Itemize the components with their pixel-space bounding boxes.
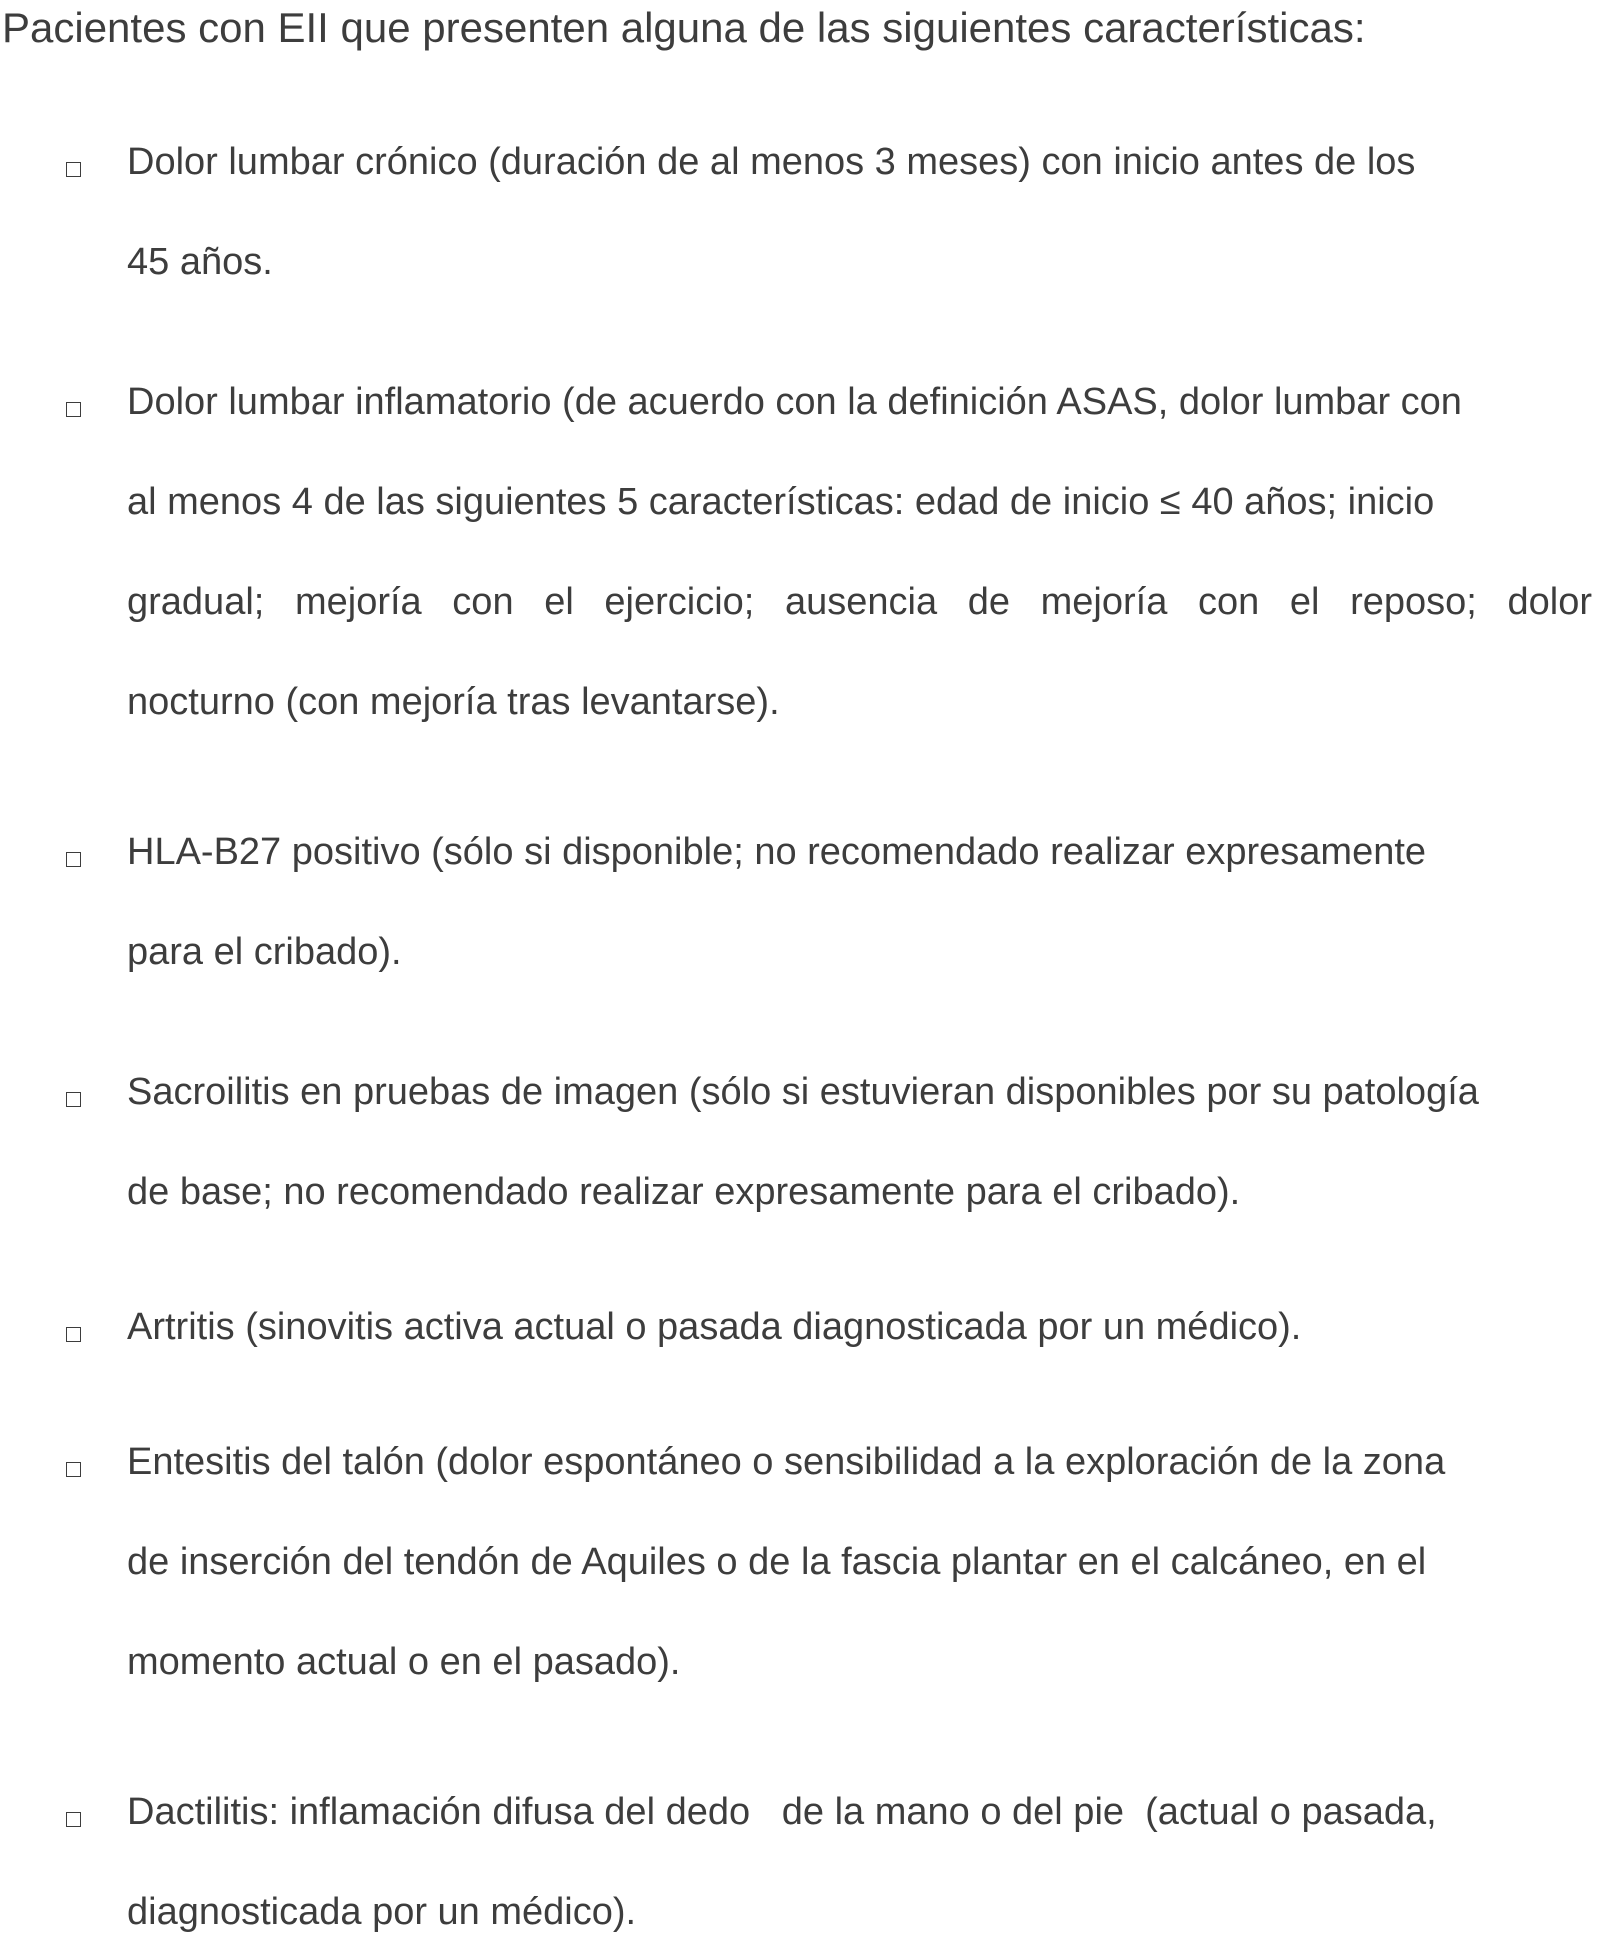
empty-checkbox-icon: [66, 402, 81, 417]
empty-checkbox-icon: [66, 1327, 81, 1342]
criterion-line: gradual; mejoría con el ejercicio; ausencia de mejoría con el reposo; dolor: [127, 581, 1592, 623]
criterion-line: para el cribado).: [127, 931, 402, 973]
criterion-line: de base; no recomendado realizar expresamente para el cribado).: [127, 1171, 1241, 1213]
page-heading: Pacientes con EII que presenten alguna de las siguientes características:: [2, 4, 1366, 51]
criterion-line: Artritis (sinovitis activa actual o pasada diagnosticada por un médico).: [127, 1306, 1302, 1348]
empty-checkbox-icon: [66, 1812, 81, 1827]
empty-checkbox-icon: [66, 162, 81, 177]
criterion-line: Dolor lumbar inflamatorio (de acuerdo con la definición ASAS, dolor lumbar con: [127, 381, 1462, 423]
empty-checkbox-icon: [66, 1462, 81, 1477]
criterion-line: HLA-B27 positivo (sólo si disponible; no recomendado realizar expresamente: [127, 831, 1427, 873]
criterion-line: diagnosticada por un médico).: [127, 1891, 637, 1933]
criterion-line: Sacroilitis en pruebas de imagen (sólo si estuvieran disponibles por su patología: [127, 1071, 1479, 1113]
criterion-line: nocturno (con mejoría tras levantarse).: [127, 681, 780, 723]
criterion-line: 45 años.: [127, 241, 273, 283]
criterion-line: momento actual o en el pasado).: [127, 1641, 681, 1683]
criterion-line: Dactilitis: inflamación difusa del dedo de la mano o del pie (actual o pasada,: [127, 1791, 1437, 1833]
criterion-line: Entesitis del talón (dolor espontáneo o sensibilidad a la exploración de la zona: [127, 1441, 1446, 1483]
empty-checkbox-icon: [66, 852, 81, 867]
criterion-line: Dolor lumbar crónico (duración de al menos 3 meses) con inicio antes de los: [127, 141, 1416, 183]
criterion-line: al menos 4 de las siguientes 5 características: edad de inicio ≤ 40 años; inicio: [127, 481, 1435, 523]
empty-checkbox-icon: [66, 1092, 81, 1107]
criterion-line: de inserción del tendón de Aquiles o de la fascia plantar en el calcáneo, en el: [127, 1541, 1427, 1583]
